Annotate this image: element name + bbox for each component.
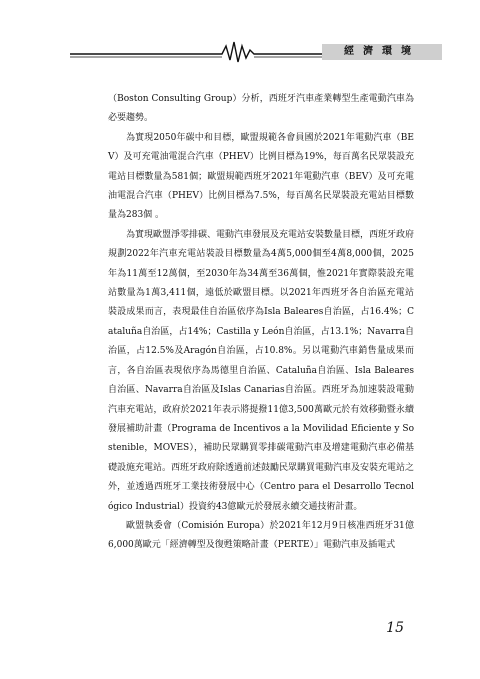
article-body: [108, 90, 414, 556]
paragraph: 為實現2050年碳中和目標，歐盟規範各會員國於2021年電動汽車（BEV）及可充電油電混合汽車（PHEV）比例目標為19%，每百萬名民眾裝設充電站目標數量為581個；歐盟規範西班牙2021年電動汽車（BEV）及可充電油電混合汽車（PHEV）比例目標為7.5%，每百萬名民眾裝設充電站目標數量為283個 。: [108, 132, 414, 221]
paragraph: 歐盟執委會（Comisión Europa）於2021年12月9日核准西班牙31億6,000萬歐元「經濟轉型及復甦策略計畫（PERTE）」電動汽車及插電式: [108, 520, 414, 551]
page-number: 15: [386, 620, 404, 636]
page-header: [0, 36, 480, 76]
header-title: 經濟環境: [322, 44, 442, 60]
paragraph: （Boston Consulting Group）分析，西班牙汽車產業轉型生產電動汽車為必要趨勢。: [108, 94, 414, 124]
paragraph: 為實現歐盟淨零排碳、電動汽車發展及充電站安裝數量目標，西班牙政府規劃2022年汽車充電站裝設目標數量為4萬5,000個至4萬8,000個，2025年為11萬至12萬個，至2030年為34萬至36萬個，惟2021年實際裝設充電站數量為1萬3,411個，遠低於歐盟目標。以2021年西班牙各自治區充電站裝設成果而言，表現最佳自治區依序為Isla Baleares自治區，占16.4%；Cataluña自治區，占14%；Castilla y León自治區，占13.1%；Navarra自治區，占12.5%及Aragón自治區，占10.8%。另以電動汽車銷售量成果而言，各自治區表現依序為馬德里自治區、Cataluña自治區、Isla Baleares自治區、Navarra自治區及Islas Canarias自治區。西班牙為加速裝設電動汽車充電站，政府於2021年表示將提撥11億3,500萬歐元於有效移動暨永續發展補助計畫（Programa de Incentivos a la Movilidad Eficiente y Sostenible，MOVES），補助民眾購買零排碳電動汽車及增建電動汽車必備基礎設施充電站。西班牙政府除透過前述鼓勵民眾購買電動汽車及安裝充電站之外，並透過西班牙工業技術發展中心（Centro para el Desarrollo Tecnológico Industrial）投資約43億歐元於發展永續交通技術計畫。: [108, 229, 415, 512]
